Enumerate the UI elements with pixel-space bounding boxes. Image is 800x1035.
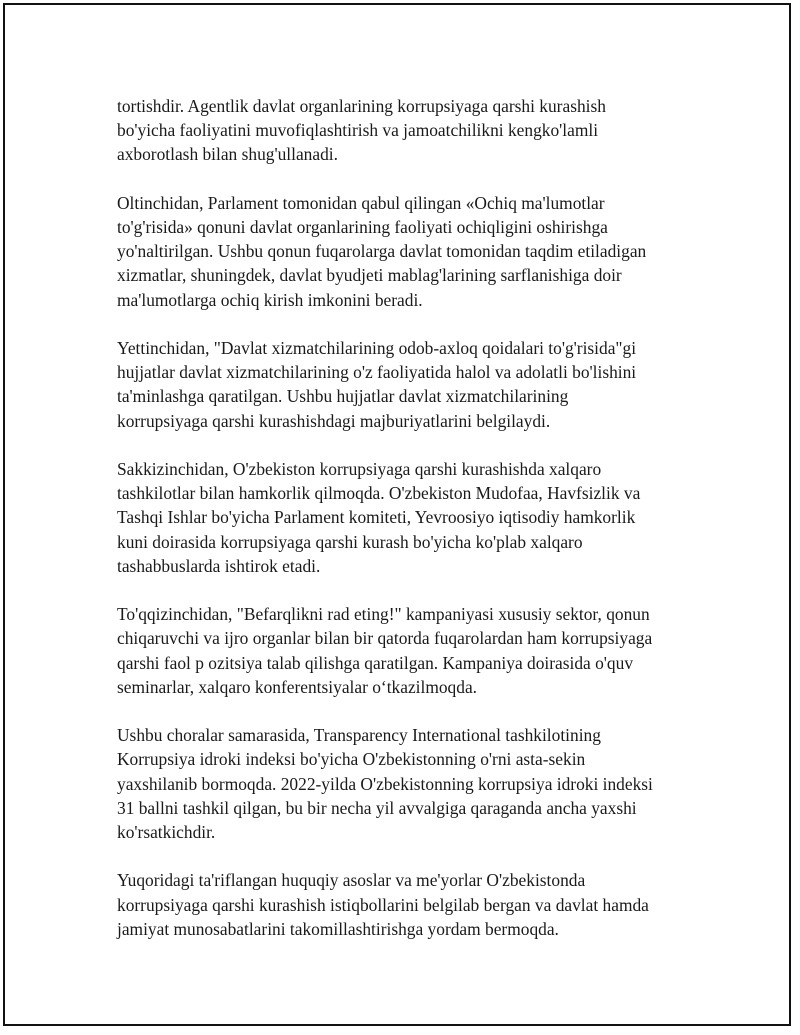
text-line: Sakkizinchidan, O'zbekiston korrupsiyaga qarshi kurashishda xalqaro: [117, 459, 602, 479]
text-line: tashkilotlar bilan hamkorlik qilmoqda. O'zbekiston Mudofaa, Havfsizlik va: [117, 483, 641, 504]
text-line: chiqaruvchi va ijro organlar bilan bir qatorda fuqarolardan ham korrupsiyaga: [117, 628, 653, 649]
text-line: jamiyat munosabatlarini takomillashtirishga yordam bermoqda.: [117, 918, 559, 939]
document-body: [117, 94, 707, 965]
paragraph-4: [117, 457, 707, 578]
text-line: 31 ballni tashkil qilgan, bu bir necha yil avvalgiga qaraganda ancha yaxshi: [117, 797, 637, 818]
text-line: ma'lumotlarga ochiq kirish imkonini beradi.: [117, 289, 423, 310]
text-line: Ushbu choralar samarasida, Transparency International tashkilotining: [117, 725, 601, 746]
text-line: Oltinchidan, Parlament tomonidan qabul qilingan «Ochiq ma'lumotlar: [117, 192, 605, 213]
paragraph-1: [117, 94, 707, 167]
text-line: Yettinchidan, "Davlat xizmatchilarining odob-axloq qoidalari to'g'risida"gi: [117, 338, 637, 358]
paragraph-2: [117, 191, 707, 312]
text-line: ta'minlashga qaratilgan. Ushbu hujjatlar davlat xizmatchilarining: [117, 386, 569, 407]
text-line: Korrupsiya idroki indeksi bo'yicha O'zbekistonning o'rni asta-sekin: [117, 749, 586, 770]
text-line: korrupsiyaga qarshi kurashishdagi majburiyatlarini belgilaydi.: [117, 410, 551, 431]
paragraph-5: [117, 602, 707, 699]
text-line: to'g'risida» qonuni davlat organlarining faoliyati ochiqligini oshirishga: [117, 217, 608, 237]
text-line: tortishdir. Agentlik davlat organlarining korrupsiyaga qarshi kurashish: [117, 96, 606, 116]
text-line: seminarlar, xalqaro konferentsiyalar o‘tkazilmoqda.: [117, 676, 478, 697]
paragraph-6: [117, 723, 707, 844]
text-line: bo'yicha faoliyatini muvofiqlashtirish va jamoatchilikni kengko'lamli: [117, 120, 599, 141]
text-line: ko'rsatkichdir.: [117, 822, 216, 843]
text-line: hujjatlar davlat xizmatchilarining o'z faoliyatida halol va adolatli bo'lishini: [117, 362, 637, 383]
text-line: yaxshilanib bormoqda. 2022-yilda O'zbekistonning korrupsiya idroki indeksi: [117, 773, 653, 794]
text-line: korrupsiyaga qarshi kurashish istiqbollarini belgilab bergan va davlat hamda: [117, 894, 649, 915]
text-line: To'qqizinchidan, "Befarqlikni rad eting!" kampaniyasi xususiy sektor, qonun: [117, 604, 650, 625]
text-line: axborotlash bilan shug'ullanadi.: [117, 144, 338, 165]
paragraph-7: [117, 868, 707, 941]
text-line: Tashqi Ishlar bo'yicha Parlament komiteti, Yevroosiyo iqtisodiy hamkorlik: [117, 507, 636, 528]
text-line: qarshi faol p ozitsiya talab qilishga qaratilgan. Kampaniya doirasida o'quv: [117, 652, 634, 673]
paragraph-3: [117, 336, 707, 433]
text-line: tashabbuslarda ishtirok etadi.: [117, 555, 321, 576]
text-line: yo'naltirilgan. Ushbu qonun fuqarolarga davlat tomonidan taqdim etiladigan: [117, 241, 647, 262]
text-line: xizmatlar, shuningdek, davlat byudjeti mablag'larining sarflanishiga doir: [117, 265, 622, 286]
text-line: kuni doirasida korrupsiyaga qarshi kurash bo'yicha ko'plab xalqaro: [117, 531, 583, 552]
text-line: Yuqoridagi ta'riflangan huquqiy asoslar va me'yorlar O'zbekistonda: [117, 870, 586, 891]
